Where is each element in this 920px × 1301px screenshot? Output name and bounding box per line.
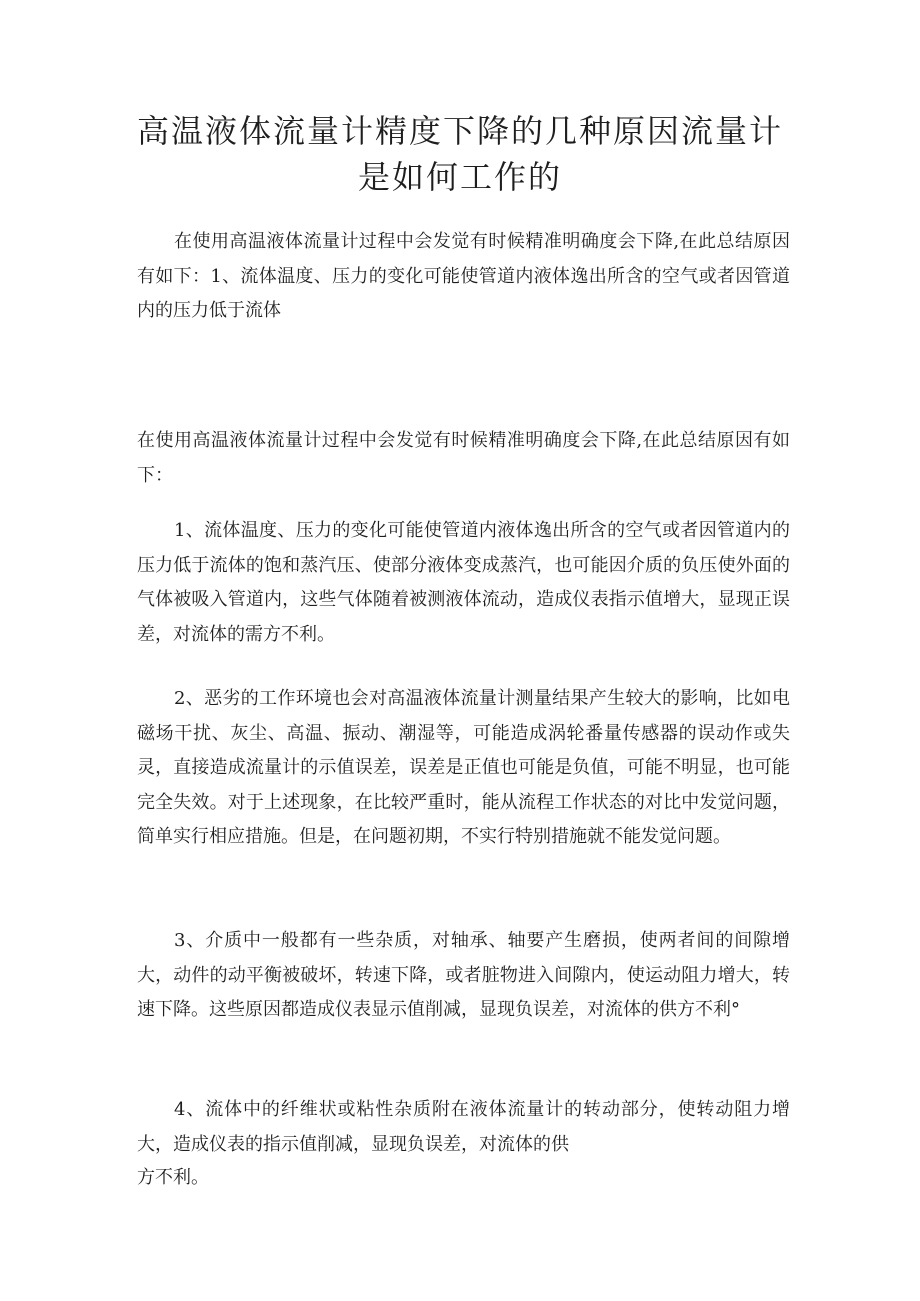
reason-4-continuation: 方不利。 [137, 1167, 209, 1188]
intro-paragraph: 在使用高温液体流量计过程中会发觉有时候精准明确度会下降,在此总结原因有如下： [137, 430, 790, 486]
reason-4-paragraph: 4、流体中的纤维状或粘性杂质附在液体流量计的转动部分，使转动阻力增大，造成仪表的指示值削减，显现负误差，对流体的供 [137, 1099, 790, 1155]
title-line-2: 是如何工作的 [357, 158, 562, 196]
document-title [130, 108, 790, 200]
abstract-paragraph: 在使用高温液体流量计过程中会发觉有时候精准明确度会下降,在此总结原因有如下：1、流体温度、压力的变化可能使管道内液体逸出所含的空气或者因管道内的压力低于流体 [137, 231, 790, 321]
title-line-1: 高温液体流量计精度下降的几种原因流量计 [136, 112, 783, 150]
reason-1-paragraph: 1、流体温度、压力的变化可能使管道内液体逸出所含的空气或者因管道内的压力低于流体的饱和蒸汽压、使部分液体变成蒸汽，也可能因介质的负压使外面的气体被吸入管道内，这些气体随着被测液体流动，造成仪表指示值增大，显现正误差，对流体的需方不利。 [137, 520, 790, 645]
reason-2-paragraph: 2、恶劣的工作环境也会对高温液体流量计测量结果产生较大的影响，比如电磁场干扰、灰尘、高温、振动、潮湿等，可能造成涡轮番量传感器的误动作或失灵，直接造成流量计的示值误差，误差是正值也可能是负值，可能不明显，也可能完全失效。对于上述现象，在比较严重时，能从流程工作状态的对比中发觉问题，简单实行相应措施。但是，在问题初期，不实行特别措施就不能发觉问题。 [137, 688, 790, 847]
reason-3-paragraph: 3、介质中一般都有一些杂质，对轴承、轴要产生磨损，使两者间的间隙增大，动件的动平衡被破坏，转速下降，或者脏物进入间隙内，使运动阻力增大，转速下降。这些原因都造成仪表显示值削减，显现负误差，对流体的供方不利° [137, 930, 790, 1020]
